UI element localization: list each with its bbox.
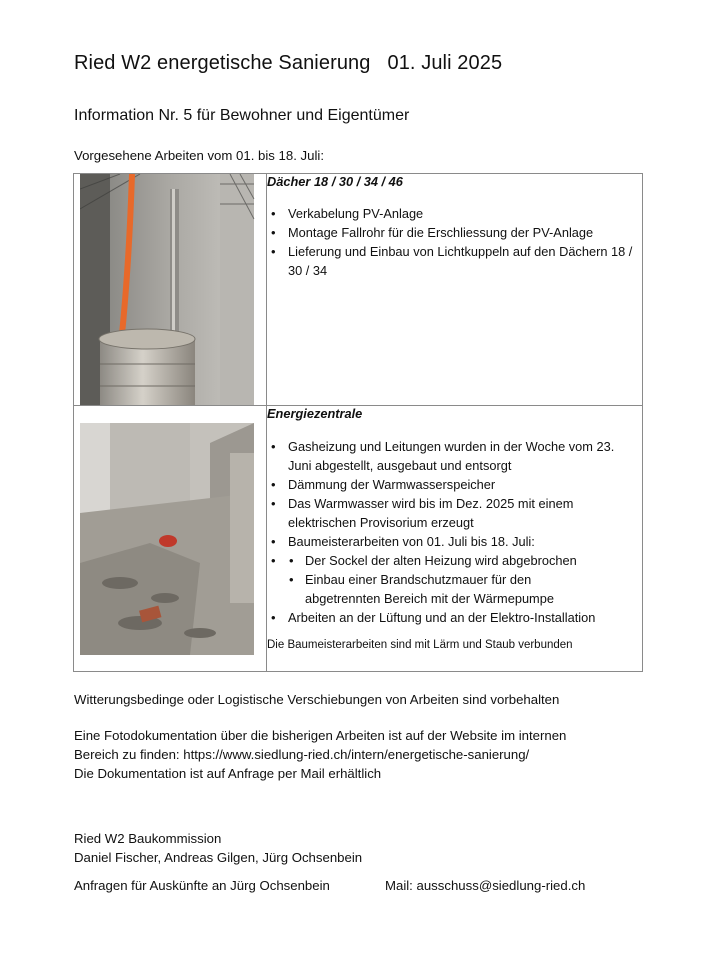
roofs-section: [267, 174, 643, 406]
sub-list-item: • • Der Sockel der alten Heizung wird abgebrochen: [267, 551, 642, 570]
table-row: [74, 406, 643, 672]
committee-members: Daniel Fischer, Andreas Gilgen, Jürg Ochsenbein: [74, 850, 363, 865]
list-item: • Das Warmwasser wird bis im Dez. 2025 mit einem elektrischen Provisorium erzeugt: [267, 494, 598, 532]
energy-list: [267, 437, 642, 627]
doc-text-line3: Die Dokumentation ist auf Anfrage per Mail erhältlich: [74, 766, 382, 781]
list-item: • Verkabelung PV-Anlage: [267, 204, 642, 223]
list-item: • Gasheizung und Leitungen wurden in der Woche vom 23. Juni abgestellt, ausgebaut und entsorgt: [267, 437, 623, 475]
photo-cell: [74, 174, 267, 406]
contact-mail: Mail: ausschuss@siedlung-ried.ch: [385, 878, 586, 893]
section-title: Dächer 18 / 30 / 34 / 46: [267, 174, 403, 189]
contact-label: Anfragen für Auskünfte an Jürg Ochsenbein: [74, 878, 330, 893]
intro-text: Vorgesehene Arbeiten vom 01. bis 18. Juli:: [74, 148, 324, 163]
energy-center-photo: [80, 423, 260, 655]
section-title: Energiezentrale: [267, 406, 363, 421]
roof-photo: [80, 174, 266, 405]
list-item: • Dämmung der Warmwasserspeicher: [267, 475, 642, 494]
list-item: • Montage Fallrohr für die Erschliessung der PV-Anlage: [267, 223, 642, 242]
sub-list: [267, 551, 642, 608]
photo-cell: [74, 406, 267, 672]
page-title: Ried W2 energetische Sanierung 01. Juli 2025: [74, 52, 503, 74]
energy-center-section: [267, 406, 643, 672]
noise-note: Die Baumeisterarbeiten sind mit Lärm und Staub verbunden: [267, 639, 573, 651]
committee-name: Ried W2 Baukommission: [74, 831, 222, 846]
list-item: • Arbeiten an der Lüftung und an der Elektro-Installation: [267, 608, 642, 627]
table-row: [74, 174, 643, 406]
doc-text-line2: Bereich zu finden: https://www.siedlung-ried.ch/intern/energetische-sanierung/: [74, 747, 530, 762]
list-item: • Lieferung und Einbau von Lichtkuppeln auf den Dächern 18 / 30 / 34: [267, 242, 633, 280]
roofs-list: [267, 204, 642, 280]
sub-list-item: • Einbau einer Brandschutzmauer für den abgetrennten Bereich mit der Wärmepumpe: [267, 570, 575, 608]
list-item: • Baumeisterarbeiten von 01. Juli bis 18. Juli:: [267, 532, 642, 551]
info-subtitle: Information Nr. 5 für Bewohner und Eigentümer: [74, 107, 410, 124]
reservation-text: Witterungsbedinge oder Logistische Verschiebungen von Arbeiten sind vorbehalten: [74, 692, 560, 707]
sublist-container: [267, 551, 642, 608]
works-table: [73, 173, 643, 672]
doc-text-line1: Eine Fotodokumentation über die bisherigen Arbeiten ist auf der Website im internen: [74, 728, 567, 743]
